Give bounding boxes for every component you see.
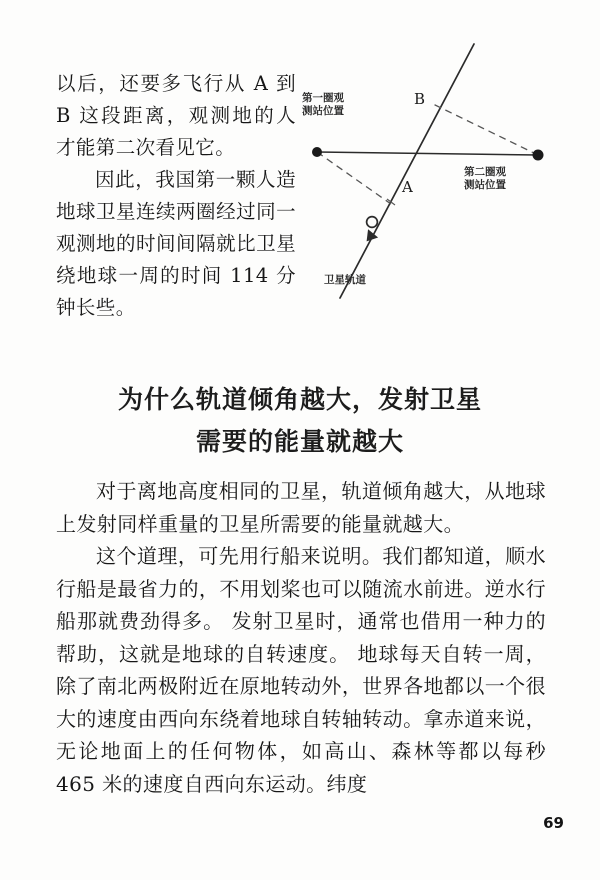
station1-line1: 第一圈观 [302,92,344,104]
orbit-line [340,44,474,298]
figure-point-label-b: B [414,90,426,108]
body-paragraph-2: 这个道理，可先用行船来说明。我们都知道，顺水行船是最省力的，不用划桨也可以随流水前进。逆水行船那就费劲得多。 发射卫星时，通常也借用一种力的帮助，这就是地球的自转速度。 地球每天自转一周，除了南北两极附近在原地转动外，世界各地都以一个很大的速度由西向东绕着地球自转轴转动。拿赤道来说，无论地面上的任何物体，如高山、森林等都以每秒 465 米的速度自西向东运动。纬度 [56,544,546,796]
station2-line1: 第二圈观 [464,166,506,178]
station-baseline [317,152,538,155]
figure-point-label-a: A [402,178,413,196]
station1-dot [312,147,322,157]
intro-text-column [56,68,296,324]
figure-label-orbit: 卫星轨道 [324,274,366,286]
station1-line2: 测站位置 [302,105,344,117]
top-block [0,0,600,350]
body-paragraph-1: 对于离地高度相同的卫星，轨道倾角越大，从地球上发射同样重量的卫星所需要的能量就越大。 [56,479,546,536]
station2-dot [533,150,544,161]
body-text-column [56,475,546,800]
intro-paragraph-2: 因此，我国第一颗人造地球卫星连续两圈经过同一观测地的时间间隔就比卫星绕地球一周的时间 114 分钟长些。 [56,168,296,319]
satellite-marker [367,217,378,228]
page-number: 69 [543,814,564,832]
sightline-station2-to-b [433,104,538,155]
heading-line-1: 为什么轨道倾角越大，发射卫星 [117,384,482,414]
station2-line2: 测站位置 [464,179,506,191]
satellite-orbit-diagram [292,36,592,316]
section-heading [0,379,600,463]
figure-label-station-2 [464,166,506,192]
intro-paragraph-1: 以后，还要多飞行从 A 到 B 这段距离，观测地的人才能第二次看见它。 [56,72,296,159]
sightline-station1-to-a [317,152,391,204]
figure-label-station-1 [302,92,344,118]
heading-line-2: 需要的能量就越大 [195,426,404,456]
